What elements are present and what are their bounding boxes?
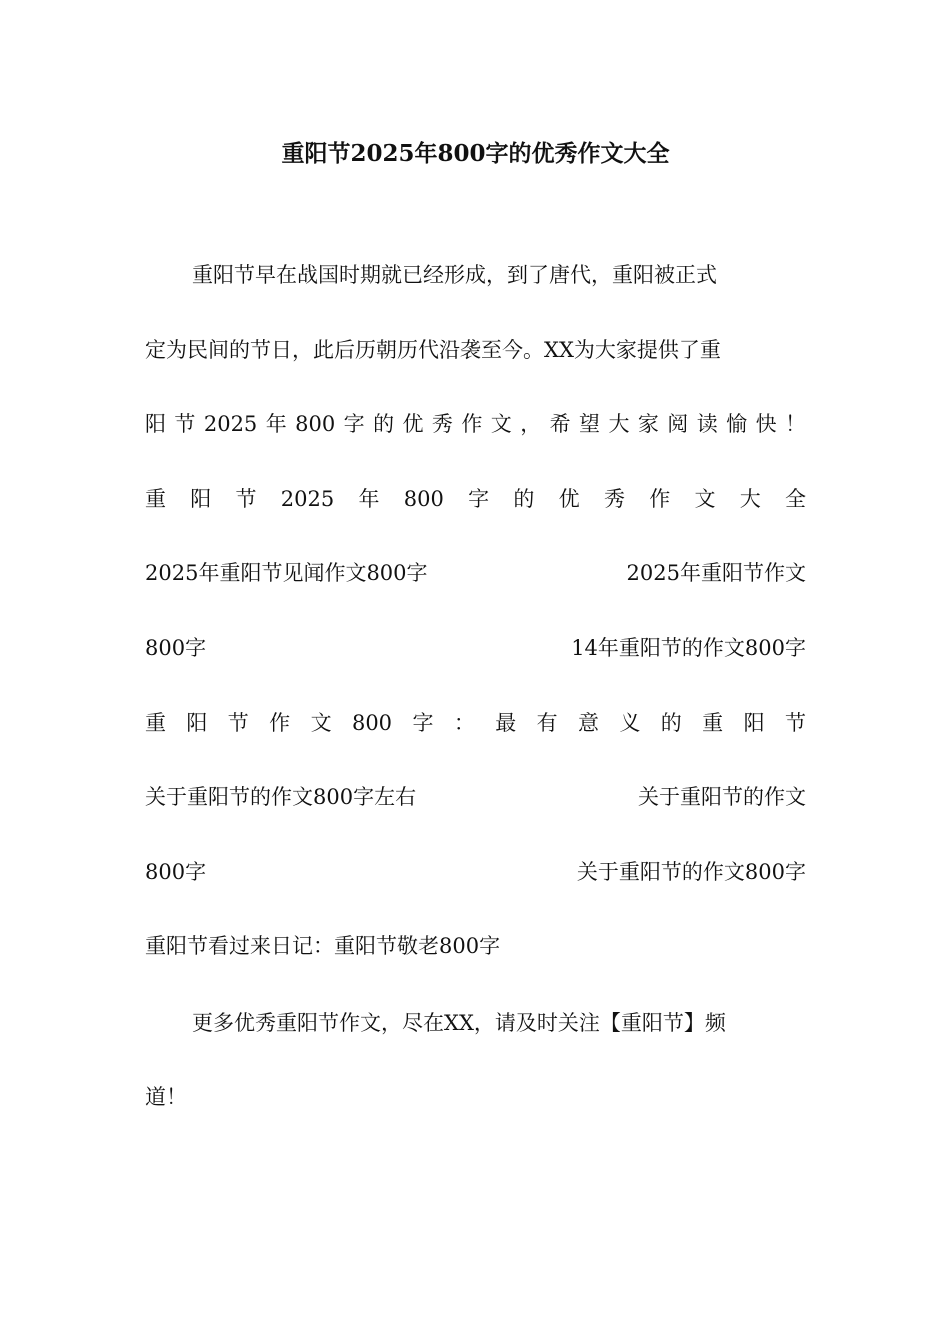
- word: 的: [513, 487, 535, 511]
- word: 800: [295, 412, 336, 436]
- word: 重: [145, 711, 166, 735]
- article-link[interactable]: 关于重阳节的作文: [638, 785, 806, 809]
- article-link[interactable]: 2025年重阳节作文: [626, 561, 806, 585]
- word: 年: [358, 487, 380, 511]
- paragraph-line: 重阳节早在战国时期就已经形成，到了唐代，重阳被正式: [192, 263, 717, 287]
- word: 家: [637, 412, 659, 436]
- paragraph-line: 定为民间的节日，此后历朝历代沿袭至今。XX为大家提供了重: [145, 338, 721, 362]
- word: 作: [461, 412, 483, 436]
- word: 秀: [431, 412, 453, 436]
- article-link-line: [145, 852, 806, 892]
- word: 意: [578, 711, 599, 735]
- word: 文: [490, 412, 512, 436]
- article-link-line: [145, 777, 806, 817]
- word: 节: [235, 487, 257, 511]
- word: 最: [495, 711, 517, 735]
- article-link[interactable]: 重阳节看过来日记：重阳节敬老800字: [145, 934, 501, 958]
- word: 全: [785, 487, 806, 511]
- article-link[interactable]: 2025年重阳节见闻作文800字: [145, 561, 428, 585]
- word: 愉: [726, 412, 748, 436]
- word: 有: [536, 711, 558, 735]
- word: 800: [403, 487, 444, 511]
- article-link[interactable]: 关于重阳节的作文800字: [576, 860, 806, 884]
- paragraph-line: 道！: [145, 1085, 187, 1109]
- word: 作: [649, 487, 671, 511]
- word: ：: [453, 711, 475, 735]
- word: 2025: [203, 412, 258, 436]
- word: 2025: [280, 487, 335, 511]
- word: 阳: [743, 711, 765, 735]
- paragraph-line-justified: [145, 404, 806, 444]
- word: 文: [694, 487, 716, 511]
- word: 阳: [145, 412, 166, 436]
- word: 字: [468, 487, 490, 511]
- paragraph-line: 更多优秀重阳节作文，尽在XX，请及时关注【重阳节】频: [192, 1011, 726, 1035]
- article-link[interactable]: 800字: [145, 860, 207, 884]
- word: ！: [784, 412, 806, 436]
- word: 优: [402, 412, 424, 436]
- word: 节: [227, 711, 249, 735]
- word: 作: [269, 711, 291, 735]
- word: 优: [558, 487, 580, 511]
- word: 秀: [603, 487, 625, 511]
- word: 重: [702, 711, 724, 735]
- word: 希: [549, 412, 571, 436]
- article-link[interactable]: 14年重阳节的作文800字: [571, 636, 806, 660]
- word: 阅: [667, 412, 689, 436]
- article-link[interactable]: 关于重阳节的作文800字左右: [145, 785, 417, 809]
- word: 节: [784, 711, 806, 735]
- article-link-line: [145, 628, 806, 668]
- word: 字: [412, 711, 434, 735]
- word: 快: [755, 412, 777, 436]
- word: ，: [520, 412, 542, 436]
- word: 大: [608, 412, 630, 436]
- word: 望: [579, 412, 601, 436]
- article-link-line-justified[interactable]: [145, 703, 806, 743]
- word: 的: [373, 412, 395, 436]
- word: 年: [265, 412, 287, 436]
- word: 的: [660, 711, 682, 735]
- word: 义: [619, 711, 641, 735]
- word: 字: [343, 412, 365, 436]
- document-title: 重阳节2025年800字的优秀作文大全: [281, 140, 670, 167]
- article-link-line: [145, 553, 806, 593]
- word: 读: [696, 412, 718, 436]
- word: 大: [739, 487, 761, 511]
- word: 阳: [186, 711, 208, 735]
- word: 文: [310, 711, 332, 735]
- word: 800: [351, 711, 393, 735]
- article-link[interactable]: 800字: [145, 636, 207, 660]
- article-link-line-justified[interactable]: [145, 479, 806, 519]
- word: 节: [174, 412, 196, 436]
- word: 重: [145, 487, 166, 511]
- word: 阳: [190, 487, 212, 511]
